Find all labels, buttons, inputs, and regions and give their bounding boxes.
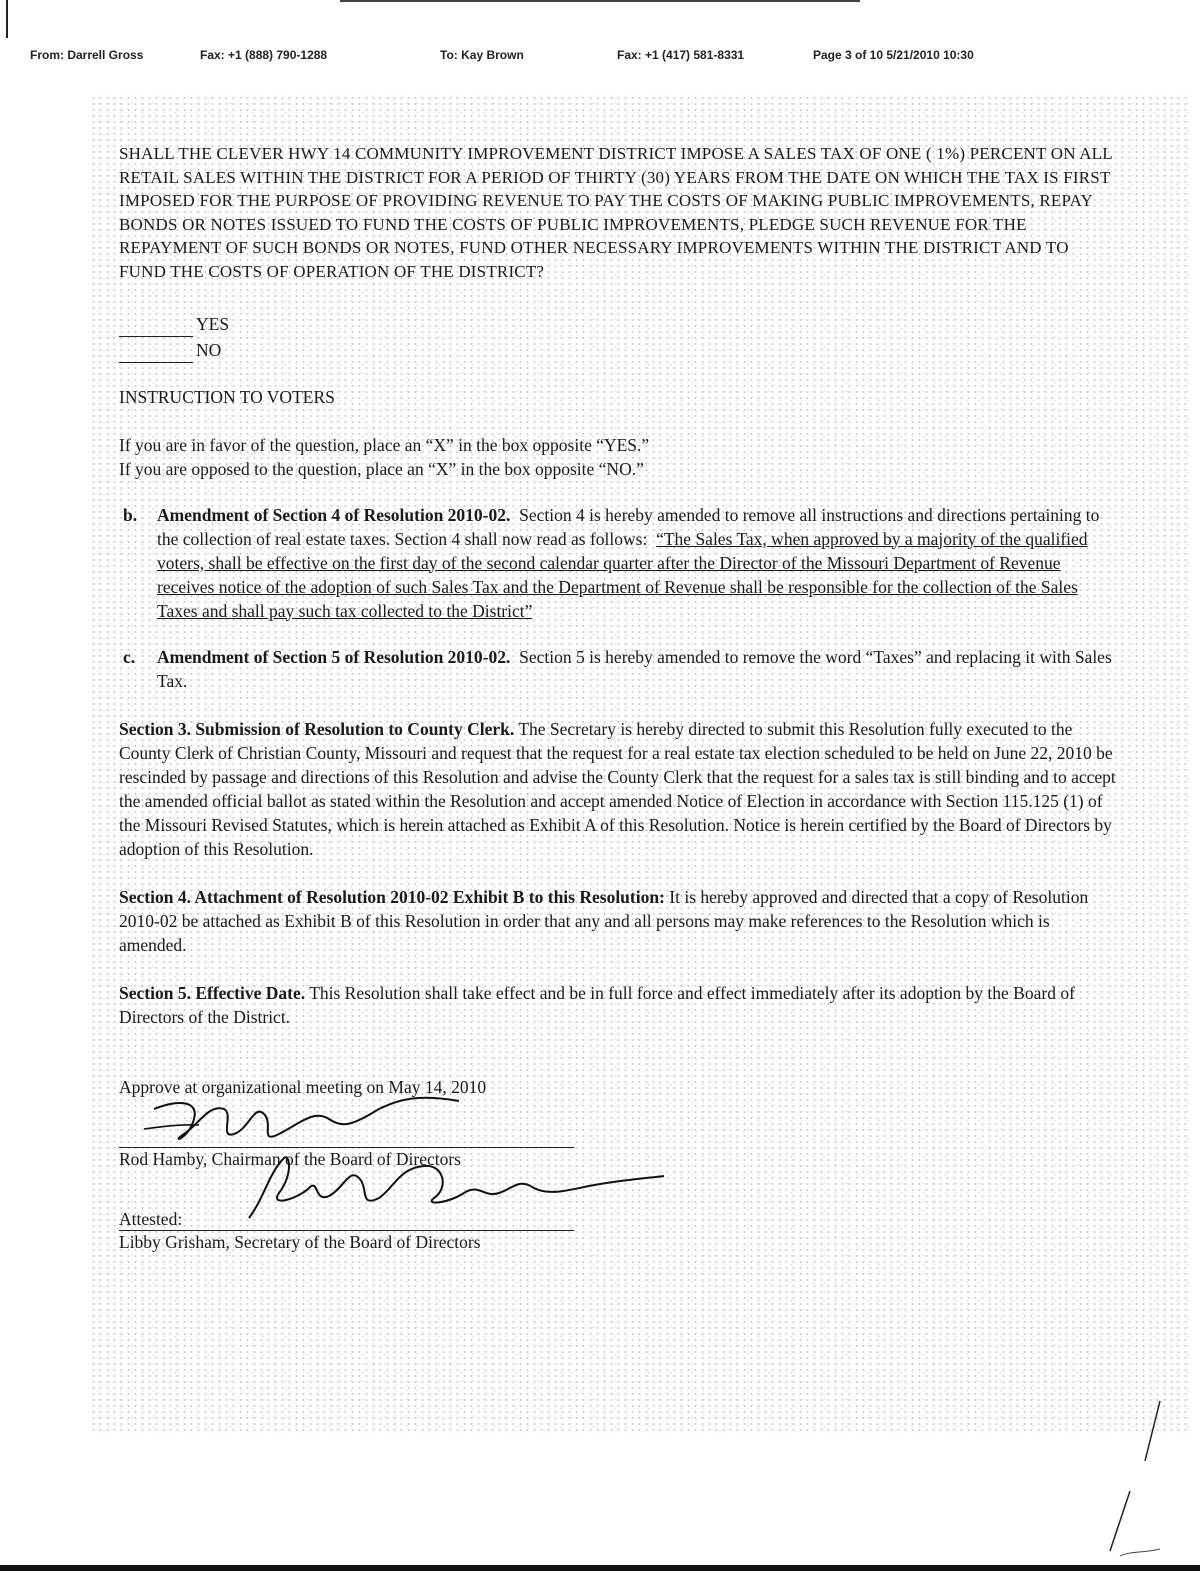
secretary-signature-block — [119, 1208, 574, 1253]
fax-header — [0, 48, 1200, 68]
instruction-favor: If you are in favor of the question, place an “X” in the box opposite “YES.” — [119, 434, 650, 455]
amendment-c-text: Section 5 is hereby amended to remove the word “Taxes” and replacing it with Sales Tax. — [157, 646, 1112, 691]
vote-option-yes — [119, 311, 1119, 337]
amendment-c-heading: Amendment of Section 5 of Resolution 2010-02. — [157, 646, 511, 667]
section-4-text: It is hereby approved and directed that a copy of Resolution 2010-02 be attached as Exhibit B of this Resolution in order that any and all persons may make references to the Resolution which is amended. — [119, 886, 1089, 955]
vote-option-no — [119, 337, 1119, 363]
amendment-b-quote: “The Sales Tax, when approved by a majority of the qualified voters, shall be effective on the first day of the second calendar quarter after the Director of the Missouri Department of Revenue receives notice of the adoption of such Sales Tax and the Department of Revenue shall be responsible for the collection of the Sales Taxes and shall pay such tax collected to the District” — [157, 528, 1088, 621]
fax-from-number: Fax: +1 (888) 790-1288 — [200, 48, 328, 62]
instruction-lines — [119, 433, 1119, 481]
no-label: NO — [196, 339, 222, 360]
section-4 — [119, 885, 1119, 957]
approval-statement: Approve at organizational meeting on May 14, 2010 — [119, 1076, 487, 1097]
vote-options — [119, 311, 1119, 363]
ballot-question: SHALL THE CLEVER HWY 14 COMMUNITY IMPROVEMENT DISTRICT IMPOSE A SALES TAX OF ONE ( 1%) PERCENT ON ALL RETAIL SALES WITHIN THE DISTRICT FOR A PERIOD OF THIRTY (30) YEARS FROM THE DATE ON WHICH THE TAX IS FIRST IMPOSED FOR THE PURPOSE OF PROVIDING REVENUE TO PAY THE COSTS OF MAKING PUBLIC IMPROVEMENTS, REPAY BONDS OR NOTES ISSUED TO FUND THE COSTS OF PUBLIC IMPROVEMENTS, PLEDGE SUCH REVENUE FOR THE REPAYMENT OF SUCH BONDS OR NOTES, FUND OTHER NECESSARY IMPROVEMENTS WITHIN THE DISTRICT AND TO FUND THE COSTS OF OPERATION OF THE DISTRICT? — [119, 144, 1113, 281]
left-edge-mark — [6, 0, 8, 38]
section-3-text: The Secretary is hereby directed to submit this Resolution fully executed to the County Clerk of Christian County, Missouri and request that the request for a real estate tax election scheduled to be held on June 22, 2010 be rescinded by passage and directions of this Resolution and advise the County Clerk that the request for a sales tax is still binding and to accept the amended official ballot as stated within the Resolution and accept amended Notice of Election in accordance with Section 115.125 (1) of the Missouri Revised Statutes, which is herein attached as Exhibit A of this Resolution. Notice is herein certified by the Board of Directors by adoption of this Resolution. — [119, 718, 1116, 859]
no-blank — [119, 344, 193, 363]
fax-page-info: Page 3 of 10 5/21/2010 10:30 — [813, 48, 974, 62]
section-5-text: This Resolution shall take effect and be in full force and effect immediately after its adoption by the Board of Directors of the District. — [119, 982, 1075, 1027]
instruction-title: INSTRUCTION TO VOTERS — [119, 386, 335, 407]
amendment-b-text: Section 4 is hereby amended to remove all instructions and directions pertaining to the collection of real estate taxes. Section 4 shall now read as follows: — [157, 504, 1100, 549]
section-5-heading: Section 5. Effective Date. — [119, 982, 306, 1003]
attested-label: Attested: — [119, 1208, 183, 1229]
amendment-c-letter: c. — [123, 646, 136, 667]
top-edge-rule — [340, 0, 860, 2]
section-5 — [119, 981, 1119, 1029]
yes-blank — [119, 318, 193, 337]
section-4-heading: Section 4. Attachment of Resolution 2010-02 Exhibit B to this Resolution: — [119, 886, 665, 907]
section-3-heading: Section 3. Submission of Resolution to County Clerk. — [119, 718, 515, 739]
fax-to-number: Fax: +1 (417) 581-8331 — [617, 48, 745, 62]
chairman-name: Rod Hamby, Chairman of the Board of Directors — [119, 1148, 461, 1169]
amendment-b-heading: Amendment of Section 4 of Resolution 2010-02. — [157, 504, 511, 525]
secretary-name: Libby Grisham, Secretary of the Board of Directors — [119, 1231, 481, 1252]
corner-scan-mark-icon — [1050, 1401, 1170, 1561]
fax-to: To: Kay Brown — [440, 48, 524, 62]
section-3 — [119, 717, 1119, 861]
amendment-c — [119, 645, 1119, 693]
amendment-b-letter: b. — [123, 504, 138, 525]
yes-label: YES — [196, 313, 230, 334]
document-body — [119, 142, 1119, 1253]
instruction-opposed: If you are opposed to the question, place an “X” in the box opposite “NO.” — [119, 458, 644, 479]
chairman-signature-block — [119, 1147, 574, 1170]
amendment-b — [119, 503, 1119, 623]
bottom-edge-rule — [0, 1565, 1200, 1571]
fax-from: From: Darrell Gross — [30, 48, 144, 62]
